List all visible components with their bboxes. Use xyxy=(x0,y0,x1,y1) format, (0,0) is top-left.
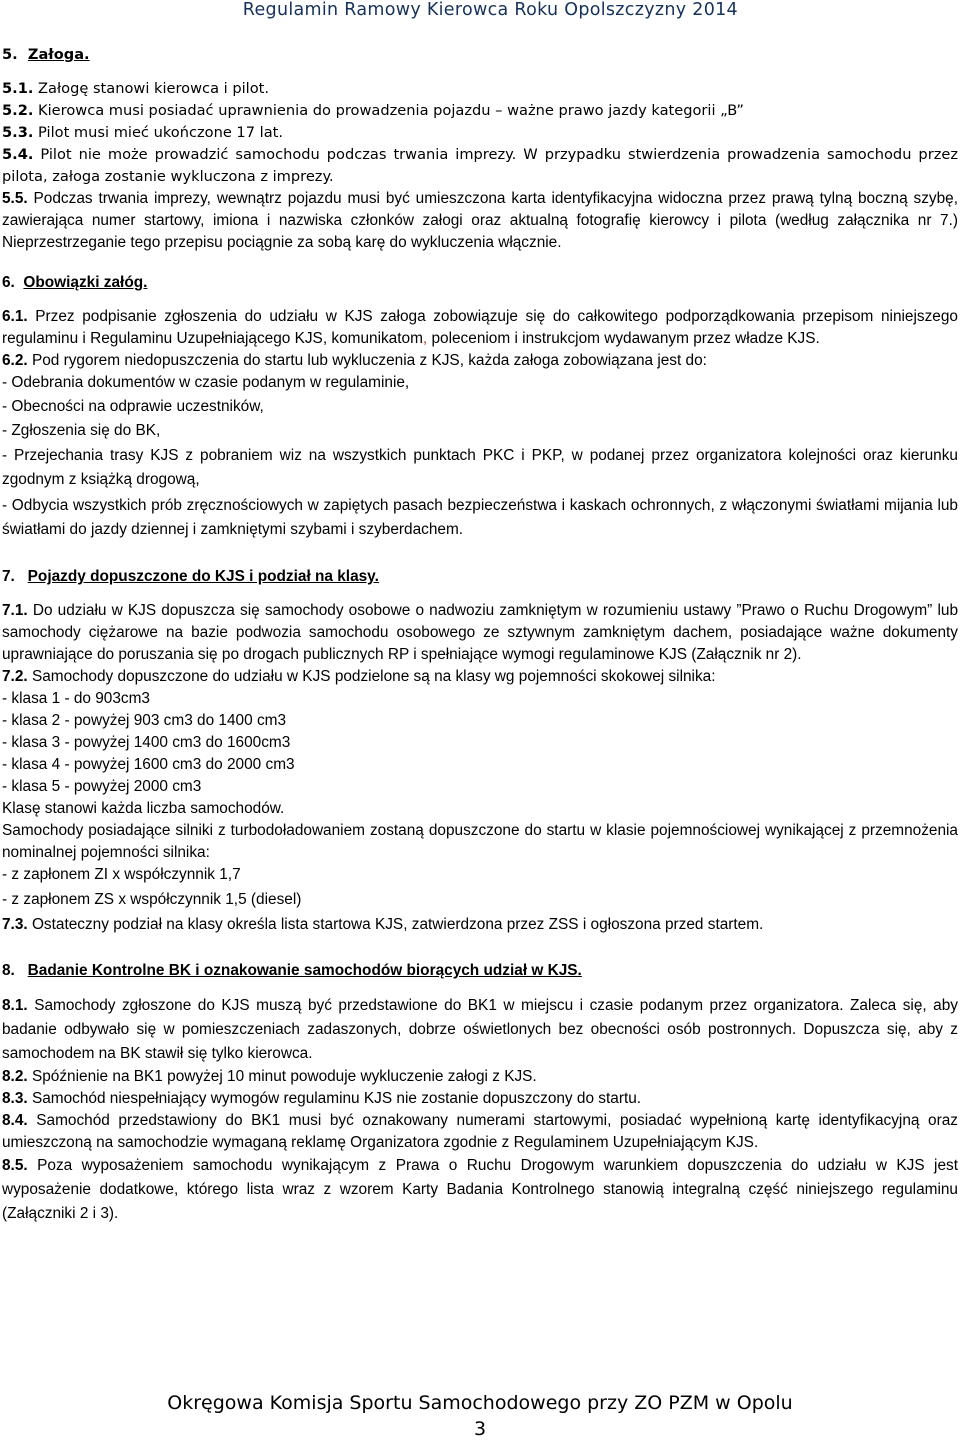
footer-organization: Okręgowa Komisja Sportu Samochodowego przy ZO PZM w Opolu xyxy=(167,1392,793,1414)
section-number: 5. xyxy=(2,46,18,63)
section-number: 7. xyxy=(2,568,15,585)
paragraph-5-1: 5.1. Załogę stanowi kierowca i pilot. xyxy=(2,80,270,97)
paragraph-7-3: 7.3. Ostateczny podział na klasy określa lista startowa KJS, zatwierdzona przez ZSS i ogłoszona przed startem. xyxy=(2,916,764,933)
list-item: - Odebrania dokumentów w czasie podanym w regulaminie, xyxy=(2,374,410,391)
section-title: Załoga. xyxy=(27,46,90,63)
list-item: - Odbycia wszystkich prób zręcznościowych w zapiętych pasach bezpieczeństwa i kaskach ochronnych, z włączonymi światłami mijania lub światłami do jazdy dziennej i zamkniętymi szybami i szyberdachem. xyxy=(2,497,958,538)
list-item: - z zapłonem ZS x współczynnik 1,5 (diesel) xyxy=(2,891,302,908)
paragraph-8-1: 8.1. Samochody zgłoszone do KJS muszą być przedstawione do BK1 w miejscu i czasie podanym przez organizatora. Zaleca się, aby badanie odbywało się w pomieszczeniach zadaszonych, dobrze oświetlonych bez obecności osób postronnych. Dopuszcza się, aby z samochodem na BK stawił się tylko kierowca. xyxy=(2,997,958,1062)
paragraph-7-1: 7.1. Do udziału w KJS dopuszcza się samochody osobowe o nadwoziu zamkniętym w rozumieniu ustawy ”Prawo o Ruchu Drogowym” lub samochody ciężarowe na bazie podwozia samochodu osobowego ze sztywnym zamkniętym dachem, posiadające ważne dokumenty uprawniające do poruszania się po drogach publicznych RP i spełniające wymogi regulaminowe KJS (Załącznik nr 2). xyxy=(2,602,959,663)
section-5-heading xyxy=(2,44,958,66)
section-title: Pojazdy dopuszczone do KJS i podział na klasy. xyxy=(27,568,379,585)
section-7-heading xyxy=(2,566,958,588)
list-item: - Przejechania trasy KJS z pobraniem wiz na wszystkich punktach PKC i PKP, w podanej przez organizatora kolejności oraz kierunku zgodnym z książką drogową, xyxy=(2,447,958,488)
list-item: - z zapłonem ZI x współczynnik 1,7 xyxy=(2,866,241,883)
paragraph-8-3: 8.3. Samochód niespełniający wymogów regulaminu KJS nie zostanie dopuszczony do startu. xyxy=(2,1090,642,1107)
section-title: Badanie Kontrolne BK i oznakowanie samochodów biorących udział w KJS. xyxy=(27,962,582,979)
paragraph-8-2: 8.2. Spóźnienie na BK1 powyżej 10 minut powoduje wykluczenie załogi z KJS. xyxy=(2,1068,537,1085)
list-item: - klasa 4 - powyżej 1600 cm3 do 2000 cm3 xyxy=(2,756,295,773)
section-6-heading xyxy=(2,272,958,294)
list-item: - klasa 5 - powyżej 2000 cm3 xyxy=(2,778,202,795)
red-comma: , xyxy=(422,330,428,347)
section-number: 8. xyxy=(2,962,15,979)
list-item: - klasa 2 - powyżej 903 cm3 do 1400 cm3 xyxy=(2,712,287,729)
section-8-heading xyxy=(2,960,958,982)
turbo-paragraph: Samochody posiadające silniki z turbodoładowaniem zostaną dopuszczone do startu w klasie pojemnościowej wynikającej z przemnożenia nominalnej pojemności silnika: xyxy=(2,822,958,861)
paragraph-5-5: 5.5. Podczas trwania imprezy, wewnątrz pojazdu musi być umieszczona karta identyfikacyjna widoczna przez prawą tylną boczną szybę, zawierająca numer startowy, imiona i nazwiska członków załogi oraz aktualną fotografię kierowcy i pilota (według załącznika nr 7.) Nieprzestrzeganie tego przepisu pociągnie za sobą karę do wykluczenia włącznie. xyxy=(2,190,958,251)
paragraph-5-2: 5.2. Kierowca musi posiadać uprawnienia do prowadzenia pojazdu – ważne prawo jazdy kategorii „B” xyxy=(2,102,744,119)
list-item: - Zgłoszenia się do BK, xyxy=(2,422,161,439)
page-header: Regulamin Ramowy Kierowca Roku Opolszczyzny 2014 xyxy=(242,0,738,20)
list-item: - klasa 3 - powyżej 1400 cm3 do 1600cm3 xyxy=(2,734,291,751)
page-number: 3 xyxy=(473,1418,487,1440)
paragraph-7-2: 7.2. Samochody dopuszczone do udziału w KJS podzielone są na klasy wg pojemności skokowej silnika: xyxy=(2,668,716,685)
list-item: - klasa 1 - do 903cm3 xyxy=(2,690,150,707)
document-body xyxy=(2,38,958,1226)
paragraph-6-2: 6.2. Pod rygorem niedopuszczenia do startu lub wykluczenia z KJS, każda załoga zobowiązana jest do: xyxy=(2,352,707,369)
class-note: Klasę stanowi każda liczba samochodów. xyxy=(2,800,285,817)
paragraph-5-4: 5.4. Pilot nie może prowadzić samochodu podczas trwania imprezy. W przypadku stwierdzenia prowadzenia samochodu przez pilota, załoga zostanie wykluczona z imprezy. xyxy=(2,146,958,185)
paragraph-6-1: 6.1. Przez podpisanie zgłoszenia do udziału w KJS załoga zobowiązuje się do całkowitego podporządkowania przepisom niniejszego regulaminu i Regulaminu Uzupełniającego KJS, komunikatom, poleceniom i instrukcjom wydawanym przez władze KJS. xyxy=(2,308,958,347)
paragraph-8-4: 8.4. Samochód przedstawiony do BK1 musi być oznakowany numerami startowymi, posiadać wypełnioną kartę identyfikacyjną oraz umieszczoną na samochodzie wymaganą reklamę Organizatora zgodnie z Regulaminem Uzupełniającym KJS. xyxy=(2,1112,959,1151)
paragraph-8-5: 8.5. Poza wyposażeniem samochodu wynikającym z Prawa o Ruchu Drogowym warunkiem dopuszczenia do udziału w KJS jest wyposażenie dodatkowe, którego lista wraz z wzorem Karty Badania Kontrolnego stanowią integralną część niniejszego regulaminu (Załączniki 2 i 3). xyxy=(2,1157,959,1222)
section-number: 6. xyxy=(2,274,15,291)
list-item: - Obecności na odprawie uczestników, xyxy=(2,398,264,415)
paragraph-5-3: 5.3. Pilot musi mieć ukończone 17 lat. xyxy=(2,124,284,141)
section-title: Obowiązki załóg. xyxy=(23,274,148,291)
